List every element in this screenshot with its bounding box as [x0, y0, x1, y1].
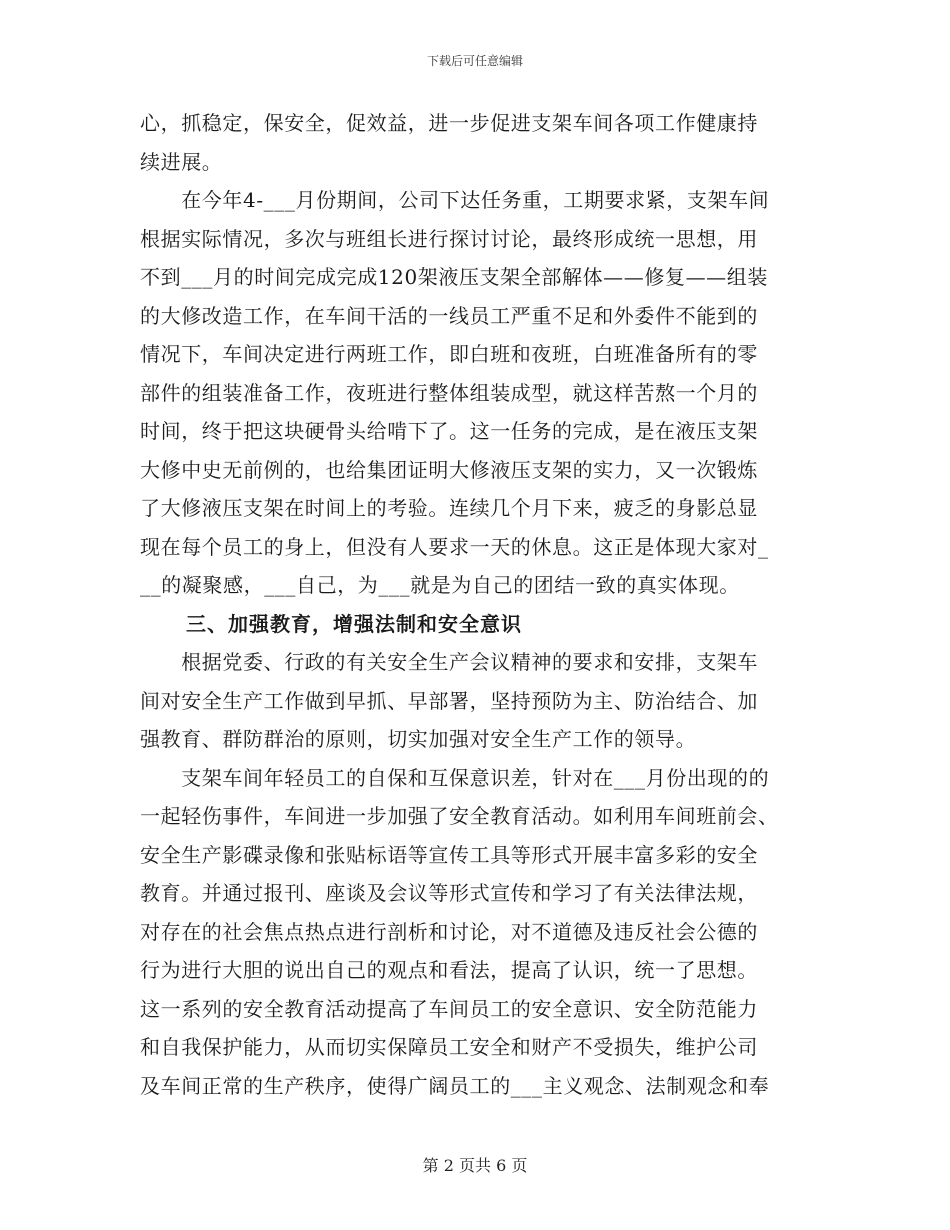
section-heading: 三、加强教育，增强法制和安全意识	[186, 611, 522, 636]
text-line: 支架车间年轻员工的自保和互保意识差，针对在___月份出现的的	[140, 765, 770, 790]
text-line: 行为进行大胆的说出自己的观点和看法，提高了认识，统一了思想。	[140, 958, 758, 982]
text-line: 这一系列的安全教育活动提高了车间员工的安全意识、安全防范能力	[140, 996, 758, 1021]
text-line: 情况下，车间决定进行两班工作，即白班和夜班，白班准备所有的零	[140, 342, 758, 366]
document-body	[140, 104, 812, 1105]
text-line: 根据实际情况，多次与班组长进行探讨讨论，最终形成统一思想，用	[140, 226, 758, 251]
text-line: 时间，终于把这块硬骨头给啃下了。这一任务的完成，是在液压支架	[140, 419, 758, 443]
text-line: 对存在的社会焦点热点进行剖析和讨论，对不道德及违反社会公德的	[140, 919, 758, 944]
text-line: 强教育、群防群治的原则，切实加强对安全生产工作的领导。	[140, 727, 697, 751]
text-line: 现在每个员工的身上，但没有人要求一天的休息。这正是体现大家对_	[140, 534, 769, 559]
text-line: 安全生产影碟录像和张贴标语等宣传工具等形式开展丰富多彩的安全	[140, 842, 758, 867]
text-line: 在今年4-___月份期间，公司下达任务重，工期要求紧，支架车间	[140, 188, 770, 212]
text-line: 大修中史无前例的，也给集团证明大修液压支架的实力，又一次锻炼	[140, 457, 758, 482]
text-line: __的凝聚感，___自己，为___就是为自己的团结一致的真实体现。	[140, 573, 740, 597]
text-line: 了大修液压支架在时间上的考验。连续几个月下来，疲乏的身影总显	[140, 496, 758, 520]
text-line: 根据党委、行政的有关安全生产会议精神的要求和安排，支架车	[140, 650, 758, 674]
text-line: 续进展。	[140, 149, 223, 174]
page-number: 第 2 页共 6 页	[422, 1156, 528, 1175]
text-line: 部件的组装准备工作，夜班进行整体组装成型，就这样苦熬一个月的	[140, 380, 758, 405]
page-header: 下载后可任意编辑	[426, 54, 523, 68]
text-line: 的大修改造工作，在车间干活的一线员工严重不足和外委件不能到的	[140, 303, 758, 328]
text-line: 不到___月的时间完成完成120架液压支架全部解体——修复——组装	[140, 265, 768, 289]
text-line: 和自我保护能力，从而切实保障员工安全和财产不受损失，维护公司	[140, 1035, 758, 1059]
text-line: 心，抓稳定，保安全，促效益，进一步促进支架车间各项工作健康持	[140, 111, 758, 135]
text-line: 间对安全生产工作做到早抓、早部署，坚持预防为主、防治结合、加	[140, 688, 758, 713]
text-line: 教育。并通过报刊、座谈及会议等形式宣传和学习了有关法律法规，	[140, 881, 758, 905]
text-line: 及车间正常的生产秩序，使得广阔员工的___主义观念、法制观念和奉	[140, 1073, 770, 1098]
text-line: 一起轻伤事件，车间进一步加强了安全教育活动。如利用车间班前会、	[140, 804, 779, 828]
